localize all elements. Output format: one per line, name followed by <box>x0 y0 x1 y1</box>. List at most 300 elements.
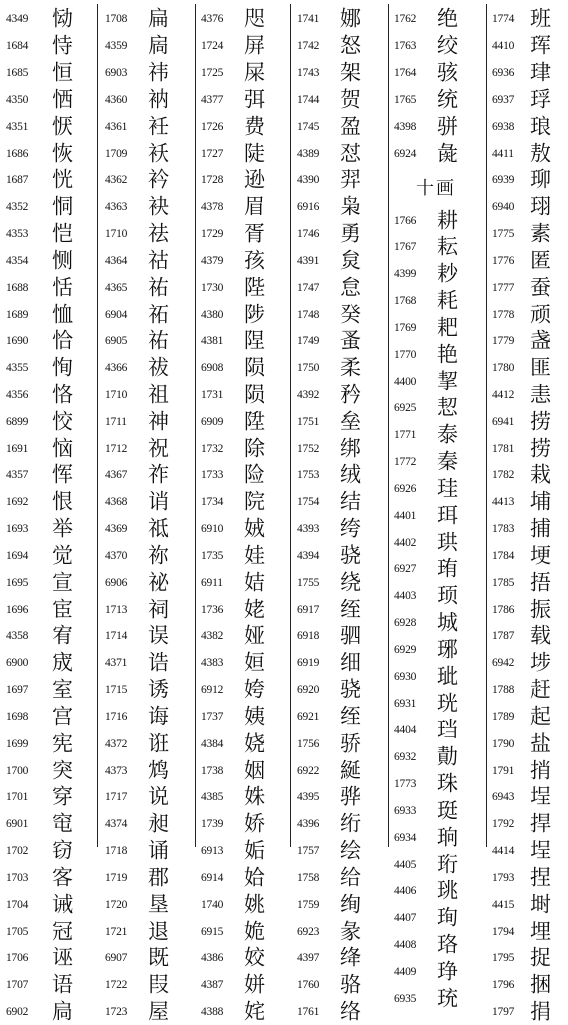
entry-character: 祝 <box>148 436 169 461</box>
index-entry <box>6 60 94 87</box>
entry-number: 1715 <box>105 684 128 697</box>
entry-number: 6939 <box>492 174 515 187</box>
entry-character: 炱 <box>340 248 361 273</box>
entry-number: 4377 <box>201 93 224 106</box>
entry-number: 1735 <box>201 549 224 562</box>
entry-character: 匪 <box>530 355 551 380</box>
entry-number: 6926 <box>394 482 417 495</box>
index-entry <box>394 985 482 1012</box>
entry-number: 1708 <box>105 13 128 26</box>
entry-number: 1702 <box>6 845 29 858</box>
entry-number: 6918 <box>297 630 320 643</box>
entry-number: 6938 <box>492 120 515 133</box>
index-entry <box>105 328 193 355</box>
index-entry <box>492 355 568 382</box>
entry-number: 1714 <box>105 630 128 643</box>
entry-number: 4368 <box>105 496 128 509</box>
entry-number: 6931 <box>394 697 417 710</box>
entry-number: 4352 <box>6 201 29 214</box>
index-entry <box>6 623 94 650</box>
index-entry <box>394 315 482 342</box>
entry-character: 诫 <box>52 892 73 917</box>
entry-number: 1761 <box>297 1006 320 1019</box>
entry-character: 埕 <box>530 838 551 863</box>
entry-character: 珲 <box>530 33 551 58</box>
entry-character: 绔 <box>340 516 361 541</box>
entry-character: 娃 <box>244 543 265 568</box>
entry-character: 祢 <box>148 543 169 568</box>
entry-number: 4364 <box>105 254 128 267</box>
entry-character: 恽 <box>52 462 73 487</box>
entry-number: 4355 <box>6 362 29 375</box>
entry-number: 1719 <box>105 871 128 884</box>
entry-number: 1796 <box>492 979 515 992</box>
index-entry <box>394 932 482 959</box>
entry-character: 顽 <box>530 302 551 327</box>
index-entry <box>297 811 385 838</box>
entry-number: 4397 <box>297 952 320 965</box>
index-entry <box>6 489 94 516</box>
entry-number: 1722 <box>105 979 128 992</box>
index-entry <box>394 449 482 476</box>
index-entry <box>105 462 193 489</box>
entry-character: 捞 <box>530 436 551 461</box>
index-entry <box>492 972 568 999</box>
entry-character: 宥 <box>52 623 73 648</box>
index-entry <box>297 945 385 972</box>
entry-character: 柔 <box>340 355 361 380</box>
entry-number: 1703 <box>6 871 29 884</box>
index-entry <box>297 301 385 328</box>
entry-character: 祓 <box>148 355 169 380</box>
entry-character: 骆 <box>340 972 361 997</box>
entry-number: 4354 <box>6 254 29 267</box>
entry-character: 姹 <box>244 999 265 1024</box>
entry-character: 城 <box>437 610 458 635</box>
entry-number: 4413 <box>492 496 515 509</box>
index-entry <box>201 489 289 516</box>
entry-number: 4358 <box>6 630 29 643</box>
index-entry <box>297 328 385 355</box>
entry-character: 诮 <box>148 489 169 514</box>
index-entry <box>105 435 193 462</box>
index-entry <box>6 435 94 462</box>
entry-number: 1752 <box>297 442 320 455</box>
entry-number: 1692 <box>6 496 29 509</box>
index-entry <box>492 382 568 409</box>
entry-character: 室 <box>52 677 73 702</box>
entry-number: 4394 <box>297 549 320 562</box>
entry-number: 4360 <box>105 93 128 106</box>
index-entry <box>6 811 94 838</box>
entry-character: 素 <box>530 221 551 246</box>
entry-character: 姨 <box>244 704 265 729</box>
index-entry <box>201 462 289 489</box>
entry-character: 盐 <box>530 731 551 756</box>
entry-number: 1721 <box>105 925 128 938</box>
entry-character: 埂 <box>530 543 551 568</box>
index-entry <box>6 301 94 328</box>
index-entry <box>201 999 289 1025</box>
entry-number: 1745 <box>297 120 320 133</box>
entry-character: 琊 <box>437 637 458 662</box>
entry-number: 1757 <box>297 845 320 858</box>
index-entry <box>105 86 193 113</box>
entry-character: 祛 <box>148 221 169 246</box>
index-entry <box>6 891 94 918</box>
index-entry <box>394 368 482 395</box>
entry-number: 1697 <box>6 684 29 697</box>
index-entry <box>105 730 193 757</box>
entry-character: 祐 <box>148 328 169 353</box>
entry-character: 诳 <box>148 731 169 756</box>
entry-character: 陟 <box>244 302 265 327</box>
entry-number: 1698 <box>6 710 29 723</box>
index-entry <box>105 167 193 194</box>
entry-number: 6905 <box>105 335 128 348</box>
entry-character: 骄 <box>340 731 361 756</box>
entry-number: 1785 <box>492 576 515 589</box>
entry-number: 1784 <box>492 549 515 562</box>
index-entry <box>201 33 289 60</box>
entry-number: 1712 <box>105 442 128 455</box>
entry-number: 1709 <box>105 147 128 160</box>
entry-character: 祗 <box>148 516 169 541</box>
entry-number: 1764 <box>394 67 417 80</box>
index-entry <box>492 838 568 865</box>
entry-number: 1770 <box>394 348 417 361</box>
entry-number: 6942 <box>492 657 515 670</box>
entry-character: 垦 <box>148 892 169 917</box>
index-entry <box>492 140 568 167</box>
entry-character: 衲 <box>148 87 169 112</box>
entry-number: 1733 <box>201 469 224 482</box>
index-entry <box>394 851 482 878</box>
entry-number: 1701 <box>6 791 29 804</box>
entry-character: 弭 <box>244 87 265 112</box>
entry-character: 珝 <box>530 194 551 219</box>
index-entry <box>201 891 289 918</box>
index-entry <box>105 650 193 677</box>
entry-number: 6907 <box>105 952 128 965</box>
entry-number: 1753 <box>297 469 320 482</box>
index-column-5 <box>394 6 482 1011</box>
index-entry <box>394 636 482 663</box>
entry-number: 1718 <box>105 845 128 858</box>
entry-character: 珖 <box>437 691 458 716</box>
entry-number: 1720 <box>105 898 128 911</box>
index-entry <box>394 610 482 637</box>
entry-character: 宪 <box>52 731 73 756</box>
entry-number: 1732 <box>201 442 224 455</box>
entry-character: 窀 <box>52 811 73 836</box>
entry-number: 1750 <box>297 362 320 375</box>
entry-number: 1759 <box>297 898 320 911</box>
entry-character: 骅 <box>340 784 361 809</box>
index-entry <box>492 113 568 140</box>
column-divider <box>97 4 98 847</box>
entry-character: 费 <box>244 114 265 139</box>
index-entry <box>394 395 482 422</box>
index-entry <box>6 86 94 113</box>
entry-number: 4371 <box>105 657 128 670</box>
entry-character: 捕 <box>530 516 551 541</box>
entry-character: 枭 <box>340 194 361 219</box>
index-entry <box>6 274 94 301</box>
index-entry <box>201 972 289 999</box>
index-entry <box>297 382 385 409</box>
index-entry <box>492 328 568 355</box>
entry-number: 6917 <box>297 603 320 616</box>
entry-character: 宬 <box>52 650 73 675</box>
entry-number: 1782 <box>492 469 515 482</box>
entry-character: 扃 <box>52 999 73 1024</box>
entry-number: 1793 <box>492 871 515 884</box>
entry-character: 姽 <box>244 919 265 944</box>
index-entry <box>6 221 94 248</box>
index-entry <box>201 811 289 838</box>
entry-number: 1772 <box>394 456 417 469</box>
index-entry <box>105 918 193 945</box>
index-entry <box>105 33 193 60</box>
entry-number: 1689 <box>6 308 29 321</box>
index-entry <box>6 408 94 435</box>
index-entry <box>201 435 289 462</box>
entry-character: 栽 <box>530 462 551 487</box>
entry-number: 4356 <box>6 389 29 401</box>
entry-character: 埗 <box>530 650 551 675</box>
index-entry <box>492 274 568 301</box>
entry-character: 埘 <box>530 892 551 917</box>
entry-number: 1781 <box>492 442 515 455</box>
entry-character: 姮 <box>244 650 265 675</box>
entry-character: 祚 <box>148 462 169 487</box>
index-entry <box>201 677 289 704</box>
entry-number: 1739 <box>201 818 224 831</box>
index-entry <box>297 543 385 570</box>
entry-character: 说 <box>148 784 169 809</box>
entry-number: 6933 <box>394 804 417 817</box>
index-entry <box>6 704 94 731</box>
index-entry <box>6 140 94 167</box>
entry-number: 6914 <box>201 871 224 884</box>
index-entry <box>394 744 482 771</box>
entry-character: 络 <box>340 999 361 1024</box>
index-entry <box>201 60 289 87</box>
index-entry <box>394 583 482 610</box>
entry-number: 4405 <box>394 858 417 871</box>
index-entry <box>492 543 568 570</box>
index-entry <box>492 33 568 60</box>
entry-character: 咫 <box>244 6 265 31</box>
index-entry <box>297 86 385 113</box>
entry-number: 1797 <box>492 1006 515 1019</box>
index-entry <box>6 918 94 945</box>
entry-character: 珦 <box>437 825 458 850</box>
entry-character: 恹 <box>52 114 73 139</box>
entry-character: 诵 <box>148 838 169 863</box>
entry-character: 珒 <box>530 60 551 85</box>
entry-character: 冠 <box>52 919 73 944</box>
index-entry <box>201 301 289 328</box>
entry-character: 绗 <box>340 811 361 836</box>
index-entry <box>6 972 94 999</box>
index-entry <box>105 60 193 87</box>
entry-character: 敖 <box>530 141 551 166</box>
index-entry <box>6 945 94 972</box>
index-entry <box>6 650 94 677</box>
entry-number: 1688 <box>6 281 29 294</box>
column-divider <box>486 4 487 847</box>
index-entry <box>297 516 385 543</box>
index-entry <box>394 33 482 60</box>
entry-character: 彘 <box>437 141 458 166</box>
entry-character: 琤 <box>437 959 458 984</box>
entry-number: 6901 <box>6 818 29 831</box>
index-entry <box>6 516 94 543</box>
entry-character: 珫 <box>437 986 458 1011</box>
entry-character: 恤 <box>52 302 73 327</box>
entry-number: 1685 <box>6 67 29 80</box>
entry-number: 6909 <box>201 415 224 428</box>
entry-character: 姱 <box>244 677 265 702</box>
entry-number: 1775 <box>492 228 515 241</box>
entry-number: 1777 <box>492 281 515 294</box>
entry-character: 姻 <box>244 758 265 783</box>
index-entry <box>201 221 289 248</box>
entry-character: 衽 <box>148 114 169 139</box>
entry-character: 娇 <box>244 811 265 836</box>
entry-number: 6908 <box>201 362 224 375</box>
index-entry <box>297 489 385 516</box>
entry-number: 6906 <box>105 576 128 589</box>
section-heading-row <box>394 167 482 207</box>
entry-character: 给 <box>340 865 361 890</box>
entry-character: 驷 <box>340 623 361 648</box>
entry-number: 1790 <box>492 737 515 750</box>
index-entry <box>297 999 385 1025</box>
entry-number: 1743 <box>297 67 320 80</box>
index-entry <box>297 677 385 704</box>
entry-character: 垒 <box>340 409 361 434</box>
index-entry <box>105 811 193 838</box>
index-entry <box>394 140 482 167</box>
entry-number: 1726 <box>201 120 224 133</box>
index-entry <box>297 838 385 865</box>
entry-number: 6929 <box>394 643 417 656</box>
entry-character: 顼 <box>437 583 458 608</box>
entry-number: 4392 <box>297 389 320 401</box>
index-entry <box>394 797 482 824</box>
entry-character: 恔 <box>52 409 73 434</box>
entry-character: 珥 <box>437 503 458 528</box>
entry-number: 1758 <box>297 871 320 884</box>
index-entry <box>6 113 94 140</box>
entry-character: 珩 <box>437 852 458 876</box>
entry-character: 语 <box>52 972 73 997</box>
index-entry <box>492 999 568 1025</box>
entry-character: 鸩 <box>148 758 169 783</box>
entry-character: 窃 <box>52 838 73 863</box>
entry-number: 6903 <box>105 67 128 80</box>
entry-number: 4353 <box>6 228 29 241</box>
index-entry <box>105 221 193 248</box>
index-entry <box>105 704 193 731</box>
entry-number: 6928 <box>394 617 417 630</box>
column-divider <box>195 4 196 847</box>
entry-character: 恝 <box>437 395 458 420</box>
entry-character: 恨 <box>52 489 73 514</box>
entry-character: 恂 <box>52 355 73 380</box>
entry-number: 1741 <box>297 13 320 26</box>
entry-character: 骇 <box>437 60 458 85</box>
index-entry <box>201 382 289 409</box>
entry-number: 1765 <box>394 93 417 106</box>
index-entry <box>394 341 482 368</box>
index-entry <box>492 435 568 462</box>
entry-character: 捂 <box>530 570 551 595</box>
entry-number: 6937 <box>492 93 515 106</box>
entry-character: 绒 <box>340 462 361 487</box>
entry-number: 4388 <box>201 1006 224 1019</box>
entry-number: 4406 <box>394 885 417 898</box>
index-entry <box>394 502 482 529</box>
index-entry <box>297 408 385 435</box>
index-entry <box>394 261 482 288</box>
entry-number: 6943 <box>492 791 515 804</box>
entry-character: 祎 <box>148 60 169 85</box>
entry-number: 1760 <box>297 979 320 992</box>
entry-number: 1730 <box>201 281 224 294</box>
entry-number: 1696 <box>6 603 29 616</box>
index-entry <box>297 33 385 60</box>
entry-character: 耗 <box>437 288 458 313</box>
index-entry <box>394 234 482 261</box>
entry-character: 埔 <box>530 489 551 514</box>
entry-character: 觉 <box>52 543 73 568</box>
entry-character: 陡 <box>244 141 265 166</box>
entry-number: 6922 <box>297 764 320 777</box>
section-heading: 十画 <box>416 178 456 200</box>
index-entry <box>492 704 568 731</box>
entry-number: 1710 <box>105 389 128 401</box>
entry-number: 4386 <box>201 952 224 965</box>
entry-number: 4365 <box>105 281 128 294</box>
entry-number: 1710 <box>105 228 128 241</box>
entry-character: 赶 <box>530 677 551 702</box>
index-entry <box>6 757 94 784</box>
entry-character: 羿 <box>340 167 361 192</box>
entry-number: 1704 <box>6 898 29 911</box>
index-column-3 <box>201 6 289 1024</box>
index-entry <box>297 113 385 140</box>
entry-number: 4357 <box>6 469 29 482</box>
entry-character: 蚕 <box>530 275 551 300</box>
index-entry <box>492 6 568 33</box>
column-divider <box>290 4 291 847</box>
index-entry <box>6 194 94 221</box>
entry-number: 6912 <box>201 684 224 697</box>
entry-number: 6940 <box>492 201 515 214</box>
entry-character: 孩 <box>244 248 265 273</box>
entry-number: 4383 <box>201 657 224 670</box>
entry-number: 1748 <box>297 308 320 321</box>
index-entry <box>6 33 94 60</box>
entry-character: 陨 <box>244 355 265 380</box>
entry-number: 4376 <box>201 13 224 26</box>
index-entry <box>394 207 482 234</box>
entry-character: 挈 <box>437 369 458 394</box>
